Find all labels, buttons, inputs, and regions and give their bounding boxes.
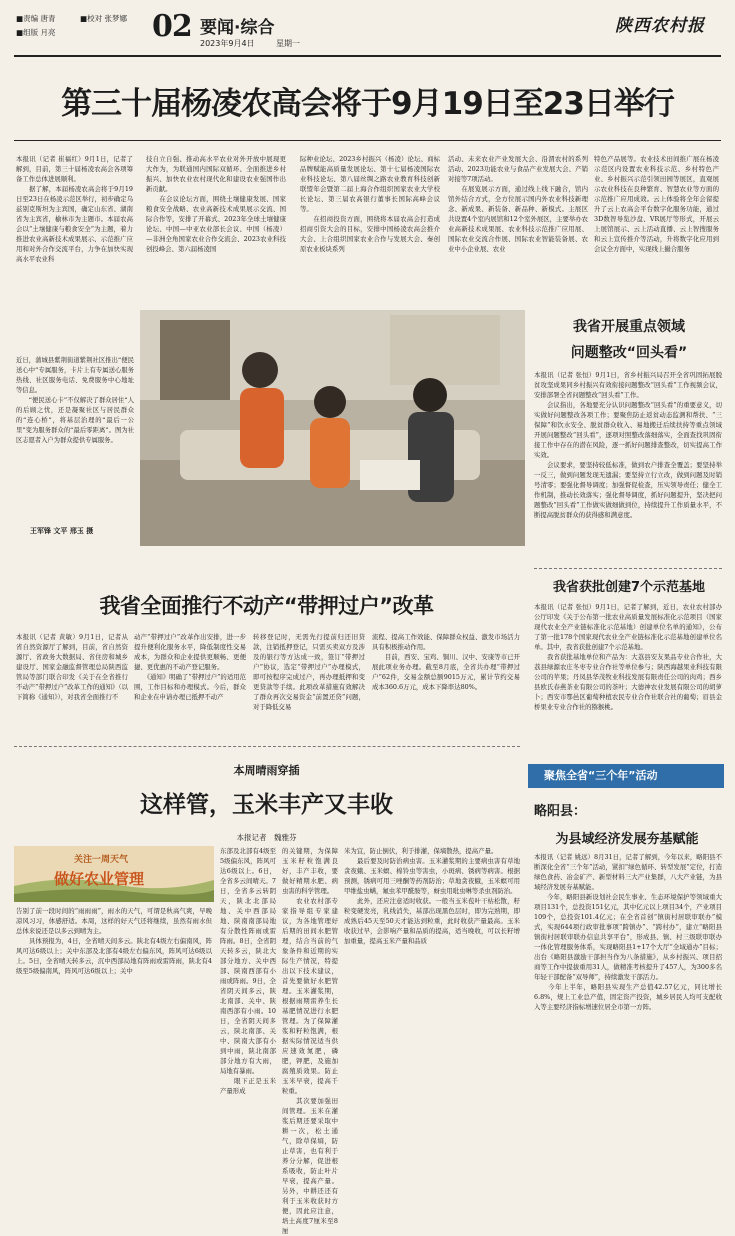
main-headline: 第三十届杨凌农高会将于9月19日至23日举行 (61, 86, 674, 122)
photo-caption: 近日，蒲城县紫荆街道紫荆社区推出“便民送心中”专属服务，卡片上有专属送心服务热线、社区服务电话、免费服务中心地址等信息。 “便民送心卡”不仅解决了群众居住“人的后顾之忧，还是凝聚社区与居民群众的“连心桥”，将基层治理的“最后一公里”变为服务群众的“最后零距离”。图为社区志愿者入户为群众提供专属服务。 (16, 357, 134, 444)
corn-article-col-1: 告别了前一段时间的“雨雨雨”，雨水的天气，可谓是秋高气爽，早晚凉风习习，体感舒适。本周，这样的好天气还将继续，虽然有雨水但总体来说还是以多云到晴为主。 具体预报为，4日，全省晴天间多云。陕北有4级左右偏南风，阵风可达6级以上；关中东部及北部有4级左右偏东风，阵风可达6级以上。5日，全省晴天转多云，沉中西部局地有阵雨或雷阵雨，陕北有4级至5级偏南风，阵风可达6级以上；关中 (16, 907, 212, 975)
paper-logo: 陕西农村报 (615, 16, 705, 36)
lueyang-article-body: 本报讯（记者 姚远）8月31日，记者了解到，今年以来，略阳县不断深化全省“三个年”活动，紧扣“绿色循环、转型发展”定位，打造绿色食药、冶金矿产、新型材料三大产业集群，八大产业链，为县域经济发展夯基赋能。 今年，略阳县新设划社会民生事业、生态环境保护等领域重大项目131个，总投资151亿元，其中亿元以上项目34个，产业项目109个，总投资101.4亿元；在全省首创“镇街村居联审联办”模式，实现644项行政审批事项“跨镇办”、“跨村办”，建立“略阳县镇街村居联审联办信息共享平台”，形成县、镇、村三级联审联办一体化管理服务体系，实现略阳县1+17个大厅“全域通办”目标；出台《略阳县激励干部担当作为八条措施》，从乡村振兴、项目招商等工作中提拔重用31人，做精准考核提升了457人，为300多名年轻干部配备“双导师”，持续激发干部活力。 今年上半年，略阳县实现生产总值42.57亿元，同比增长6.8%，规上工业总产值，固定资产投资，城乡居民人均可支配收入等主要经济指标增速位居全市第一方阵。 (534, 853, 722, 1011)
property-article-col-2: 动产“带押过户”改革作出安排，进一步提升便利化服务水平，降低制度性交易成本，为群众和企业提供更顺畅、更便捷、更优惠的不动产登记服务。 《通知》明确了“带押过户”的适用范围，工作目标和办理模式。今后，群众和企业在申请办理已抵押不动产 (134, 633, 246, 701)
property-article-col-4: 流程、提高工作效能、保障群众权益、激发市场活力具有积极推动作用。 目前，西安、宝鸡、铜川、汉中、安康等市已开展此项业务办理。截至8月底，全省共办理“带押过户”62件，交易金额总额9015万元，累计节约交易成本360.6万元，成本下降率达80%。 (372, 633, 520, 691)
rectification-article-body: 本报讯（记者 张恒）9月1日，省乡村振兴局召开全省巩固拓展脱贫攻坚成果同乡村振兴有效衔接问题整改“回头看”工作视频会议，安排部署全省问题整改“回头看”工作。 会议指出，各地要充分认识问题整改“回头看”的重要意义，切实做好问题整改各项工作；要聚焦防止返贫动态监测和帮扶、“三保障”和饮水安全、脱贫群众收入、易地搬迁后续扶持等重点领域开展问题整改“回头看”，逐项对照整改落细落实，全面查找巩固衔接工作中存在的潜在风险，逐一抓好问题排查整改，切实提高工作实效。 会议要求，要坚持较低标准，做到农户排查全覆盖；要坚持举一反三，做到问题发现无遗漏；要坚持立行立改，做到问题及时销号清零；要强化督导调度；加强督促检查，压实领导责任；健全工作机制，推动长效落实；强化督导调度，抓好问题提升，坚决把问题整改“回头看”工作做实做细做到位，持续提升工作质量水平，不断提高脱贫群众的获得感和满意度。 (534, 371, 722, 519)
section-title: 要闻·综合 (200, 18, 275, 38)
fair-article-col-2: 技自立自强、推动高水平农业对外开放中展现更大作为，为联通国内国际双循环、全面推进乡村振兴、加快农业农村现代化和建设农业强国作出新贡献。 在会议论坛方面，围绕土壤健康发展、国家粮食安全战略、农业高新技术成果展示交流、国际合作等，安排了开幕式、2023年全球土壤健康论坛、中国—中亚农业部长会议、中国（杨凌）—非洲全角国家农业合作交流会、2023农业科技创投峰会、第六届杨凌国 (146, 155, 286, 253)
demo-bases-title: 我省获批创建7个示范基地 (552, 580, 706, 595)
property-article-col-1: 本报讯（记者 黄敏）9月1日，记者从省自然资源厅了解到，目前，省自然资源厅、省政务大数据局、省住房和城乡建设厅、国家金融监督管理总局陕西监管局等部门联合印发《关于在全省推行不动产“带押过户”改革工作的通知》（以下简称《通知》），对我省全面推行不 (16, 633, 128, 701)
campaign-banner (528, 764, 724, 788)
fair-article-col-1: 本报讯（记者 崔福红）9月1日，记者了解到，目前，第三十届杨凌农高会各项筹备工作总体进展顺利。 据了解，本届杨凌农高会将于9月19日至23日在杨凌示范区举行，初步确定乌兹别克斯坦为主宾国，确定山东省、湖南省为主宾省，榆林市为主题市。本届农高会以“土壤健康与粮食安全”为主题，着力推进农业高新技术成果展示、示范推广应用和对外合作交流平台，力争在加快实现高水平农业科 (16, 155, 133, 263)
weather-banner-main: 做好农业管理 (54, 870, 145, 888)
rectification-title-line2: 问题整改“回头看” (570, 345, 688, 361)
corn-article-col-3: 的关键期，为保障玉米籽粒饱满良好，丰产丰收，要做好精期水肥、病虫害的科学管理。 农业农村部专家指导组专家建议，为各地管理好后期的田间水肥管理，结合当前的气象条件和近期的实际生产情况，特提出以下技术建议，首先要做好水肥管理。玉米灌浆期，根据雨期雷养生长基肥情况进行水肥管理。为了保障灌浆和籽粒饱满，根据实际情况适当供应速效氮肥，磷肥，钾肥，及施加腐殖质效果。防止玉米早衰，提高千粒重。 其次要加强田间管理。玉米在灌浆后期还要采取中耕一次，松土通气，除草保墒，防止草害，也有利于养分分解，促进根系吸收，防止叶片早衰，提高产量。另外，中耕还还有利于玉米收获时方便，因此应注意，培土高度7厘米至8厘 (282, 847, 338, 1235)
fair-article-col-5: 特色产品展等。农业技术田间推广展在杨凌示范区内设置农业科技示范、乡村特色产业、乡村振兴示范引领田园等展区，直观展示农业科技在良种繁育、智慧农业等方面的示范推广应用成效。云上体验将全年会留提升了云上农高会平台数字化服务功能，通过3D数智导览沙盘、VR展厅等形式，开展云上展馆展示、云上活动直播、云上智搜服务和云上宣传推介等活动，升将数字化应用到会议全方面中，实现线上撮合服务 (594, 155, 719, 253)
design-credit: ■组版 月亮 (16, 28, 56, 37)
corn-kicker: 本周晴雨穿插 (233, 764, 300, 777)
corn-byline: 本报记者 魏雅芬 (236, 833, 297, 842)
masthead (0, 0, 735, 48)
photo-credit: 王军锋 文平 邢玉 摄 (30, 527, 94, 535)
corn-article-col-2: 东部及北部有4级至5级偏东风，阵风可达6级以上。6日，全省多云间晴天。7日，全省多云转阴天，陕北北部局地、关中西部局地、陕南南部局地有分散性阵雨或雷阵雨。8日，全省阴天转多云，陕北大部分地方、关中西部、陕南西部有小雨或阵雨。9日，全省阴天间多云，陕北南部、关中、陕南西部有小雨。10日，全省阴天间多云，陕北南部、关中、陕南大部有小到中雨，陕北南部部分地方有大雨，局地有暴雨。 眼下正是玉米产量形成 (220, 847, 276, 1095)
lueyang-title: 为县域经济发展夯基赋能 (555, 832, 699, 847)
news-photo (140, 310, 525, 546)
demo-bases-article-body: 本报讯（记者 张恒）9月1日，记者了解到，近日，农业农村部办公厅印发《关于公布第一批农业高质量发展标准化示范项目（国家现代农业全产业链标准化示范基地）创建单位名单的通知》，公布了第一批178个国家现代农业全产业链标准化示范基地创建单位名单。其中，我省获批创建7个示范基地。 我省获批基地单位和产品为：大荔县安友果品专业合作社，大荔县绿源农庄冬枣专业合作社等单位参与；陕西海越果业科技有限公司的苹果；丹凤县华茂牧业科技发展有限责任公司的肉鸡；西乡县欧氏春燕茶业有限公司的茶叶；大德神农业发展有限公司的胡萝卜；西安市鄠邑区葡萄种植农民专业合作社联合社的葡萄；眉县金桥果业专业合作社的猕猴桃。 (534, 603, 722, 711)
mid-divider (14, 746, 520, 747)
right-divider-1 (534, 568, 722, 569)
issue-weekday: 星期一 (276, 39, 300, 48)
rectification-title-line1: 我省开展重点领域 (573, 319, 685, 335)
lueyang-place: 略阳县： (534, 804, 587, 819)
campaign-banner-label: 聚焦全省“三个年”活动 (544, 769, 658, 782)
headline-rule (14, 140, 721, 141)
property-reform-title: 我省全面推行不动产“带押过户”改革 (99, 594, 434, 618)
fair-article-col-4: 活动、未来农业产业发展大会、沿渭农村的系列活动、2023功能农业与食品产业发展大会、产销对接等7项活动。 在展览展示方面，通过线上线下融合，馆内馆外结合方式，全方位展示国内外农业科技新理念、新成果、新装备、新品种、新模式。主展区共设置4个室内展馆和12个室外展区，主要举办农业高新技术成果展、农业科技示范推广应用展、国际农业交流合作展、国际农业智能装备展、农业中小企业展、农业 (448, 155, 589, 253)
weather-banner (14, 846, 214, 902)
issue-date: 2023年9月4日 (200, 39, 255, 48)
photo-image (140, 310, 525, 546)
weather-banner-sub: 关注一周天气 (74, 855, 129, 865)
editor-credit: ■责编 唐青 (16, 14, 56, 23)
page-number: 02 (152, 9, 192, 44)
property-article-col-3: 转移登记时，无需先行提前归还旧贷款，注销抵押登记，只需买卖双方及涉及的银行等方达成一致，签订“带押过户”协议，选定“带押过户”办理模式，即可按程序完成过户，再办理抵押和变更贷款等手续。此项改革措施有效解决了群众再次交易资金“前置还贷”问题，对于降低交易 (253, 633, 365, 711)
corn-article-col-4: 米为宜，防止倒伏，利于排灌，保墒散热，提高产量。 最后要及时防治病虫害。玉米灌浆期的主要病虫害有草地贪夜蛾、玉米螟、棉铃虫等害虫，小斑病、锈病等病害。根据预测，锈病可用三唑酮等药剂防治；草地贪夜蛾，玉米螟可用甲维盐虫螨，氟虫苯甲酰胺等，蚜虫用吡虫啉等杀虫剂防治。 此外，还应注意适时收获。一般当玉米苞叶干枯松散，籽粒变硬发亮，乳线消失，基部出现黑色层时，即为完熟期，即成熟后45天至50天才能达到粒重，此时收获产量最高。玉米收获过早，会影响产量和品质的提高，适当晚收，可以长籽增加重量，提高玉米产量和品质 (344, 847, 520, 945)
fair-article-col-3: 际种业论坛、2023乡村振兴（杨凌）论坛、商标品牌赋能高质量发展论坛、第十七届杨凌国际农业科技论坛、第八届丝绸之路农业教育科技创新联盟年会暨第二届上海合作组织国家农业大学校长论坛、第三届农高银行董事长国际高峰会议等。 在招商投资方面，围绕将本届农高会打造成招商引资大会的目标，安排中国杨凌农高会推介大会、上合组织国家农业合作与发展大会、秦创原农业板块系列 (300, 155, 440, 253)
masthead-rule (14, 55, 721, 57)
corn-headline: 这样管，玉米丰产又丰收 (140, 792, 393, 818)
proof-credit: ■校对 张梦娜 (80, 14, 127, 23)
